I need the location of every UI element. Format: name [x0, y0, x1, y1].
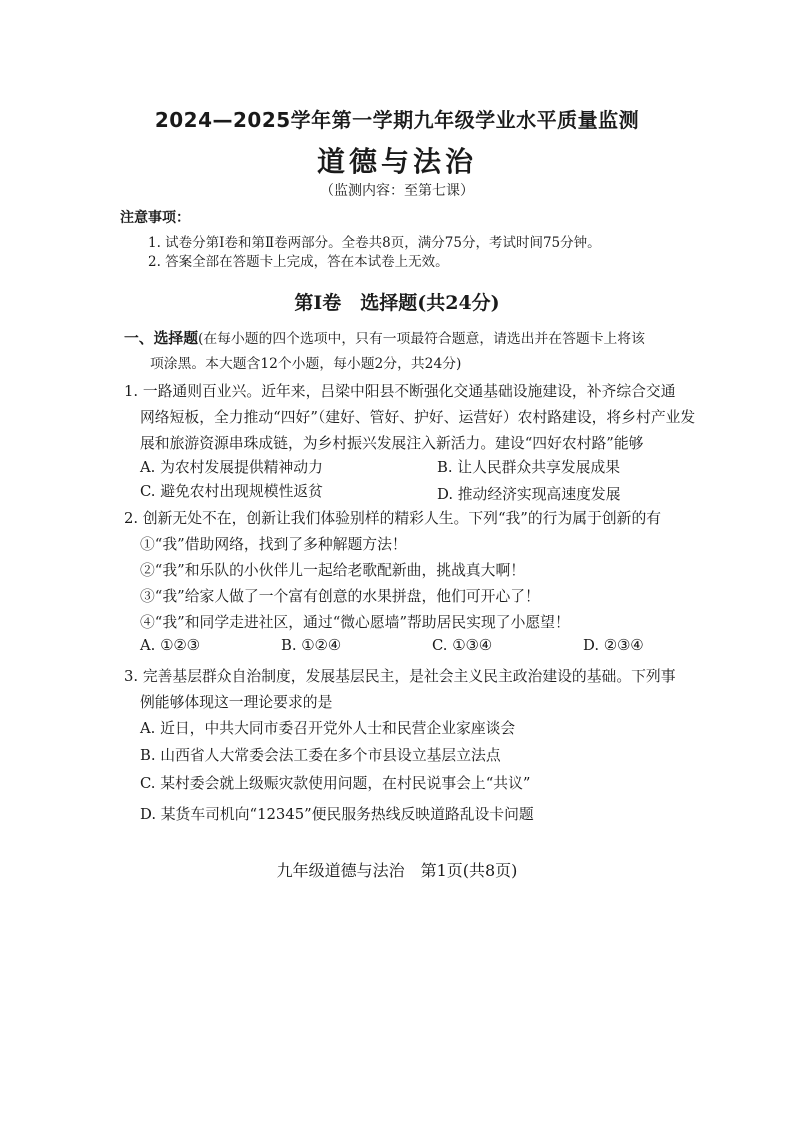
section-intro-continued: 项涂黑。本大题含12个小题，每小题2分，共24分)	[150, 356, 462, 372]
question-3-stem: 例能够体现这一理论要求的是	[140, 694, 333, 711]
notes-heading: 注意事项：	[120, 210, 190, 226]
note-item: 1. 试卷分第Ⅰ卷和第Ⅱ卷两部分。全卷共8页，满分75分，考试时间75分钟。	[148, 235, 601, 251]
question-1-option-b: B. 让人民群众共享发展成果	[437, 459, 621, 476]
exam-scope: （监测内容：至第七课）	[320, 183, 474, 199]
section-intro	[124, 327, 645, 348]
question-2-statement: ③“我”给家人做了一个富有创意的水果拼盘，他们可开心了！	[140, 588, 540, 605]
question-1-stem: 展和旅游资源串珠成链，为乡村振兴发展注入新活力。建设“四好农村路”能够	[140, 435, 644, 452]
question-3-option-b: B. 山西省人大常委会法工委在多个市县设立基层立法点	[140, 747, 501, 764]
question-1-option-d: D. 推动经济实现高速度发展	[437, 486, 621, 503]
question-3-option-a: A. 近日，中共大同市委召开党外人士和民营企业家座谈会	[140, 720, 516, 737]
question-2-statement: ①“我”借助网络，找到了多种解题方法！	[140, 536, 407, 553]
question-2-option-c: C. ①③④	[432, 637, 492, 654]
exam-title: 2024—2025学年第一学期九年级学业水平质量监测	[154, 108, 640, 132]
question-2-stem: 2. 创新无处不在，创新让我们体验别样的精彩人生。下列“我”的行为属于创新的有	[124, 510, 662, 527]
question-1-option-c: C. 避免农村出现规模性返贫	[140, 483, 323, 500]
section-intro-text: (在每小题的四个选项中，只有一项最符合题意，请选出并在答题卡上将该	[198, 331, 645, 347]
page-footer: 九年级道德与法治 第1页(共8页)	[276, 861, 518, 880]
question-2-statement: ②“我”和乐队的小伙伴儿一起给老歌配新曲，挑战真大啊！	[140, 562, 526, 579]
question-2-option-a: A. ①②③	[140, 637, 200, 654]
question-1-option-a: A. 为农村发展提供精神动力	[140, 459, 323, 476]
question-2-option-b: B. ①②④	[281, 637, 342, 654]
question-3-stem: 3. 完善基层群众自治制度，发展基层民主，是社会主义民主政治建设的基础。下列事	[124, 668, 676, 685]
section-intro-label: 一、选择题	[124, 330, 198, 347]
question-1-stem: 1. 一路通则百业兴。近年来，吕梁中阳县不断强化交通基础设施建设，补齐综合交通	[124, 383, 676, 400]
question-3-option-c: C. 某村委会就上级赈灾款使用问题，在村民说事会上“共议”	[140, 775, 531, 792]
question-1-stem: 网络短板，全力推动“四好”（建好、管好、护好、运营好）农村路建设，将乡村产业发	[140, 409, 696, 426]
note-item: 2. 答案全部在答题卡上完成，答在本试卷上无效。	[148, 254, 449, 270]
section-heading: 第Ⅰ卷 选择题(共24分)	[294, 292, 500, 314]
question-2-statement: ④“我”和同学走进社区，通过“微心愿墙”帮助居民实现了小愿望！	[140, 614, 570, 631]
subject-title: 道德与法治	[316, 145, 477, 178]
question-2-option-d: D. ②③④	[583, 637, 644, 654]
question-3-option-d: D. 某货车司机向“12345”便民服务热线反映道路乱设卡问题	[140, 806, 534, 823]
